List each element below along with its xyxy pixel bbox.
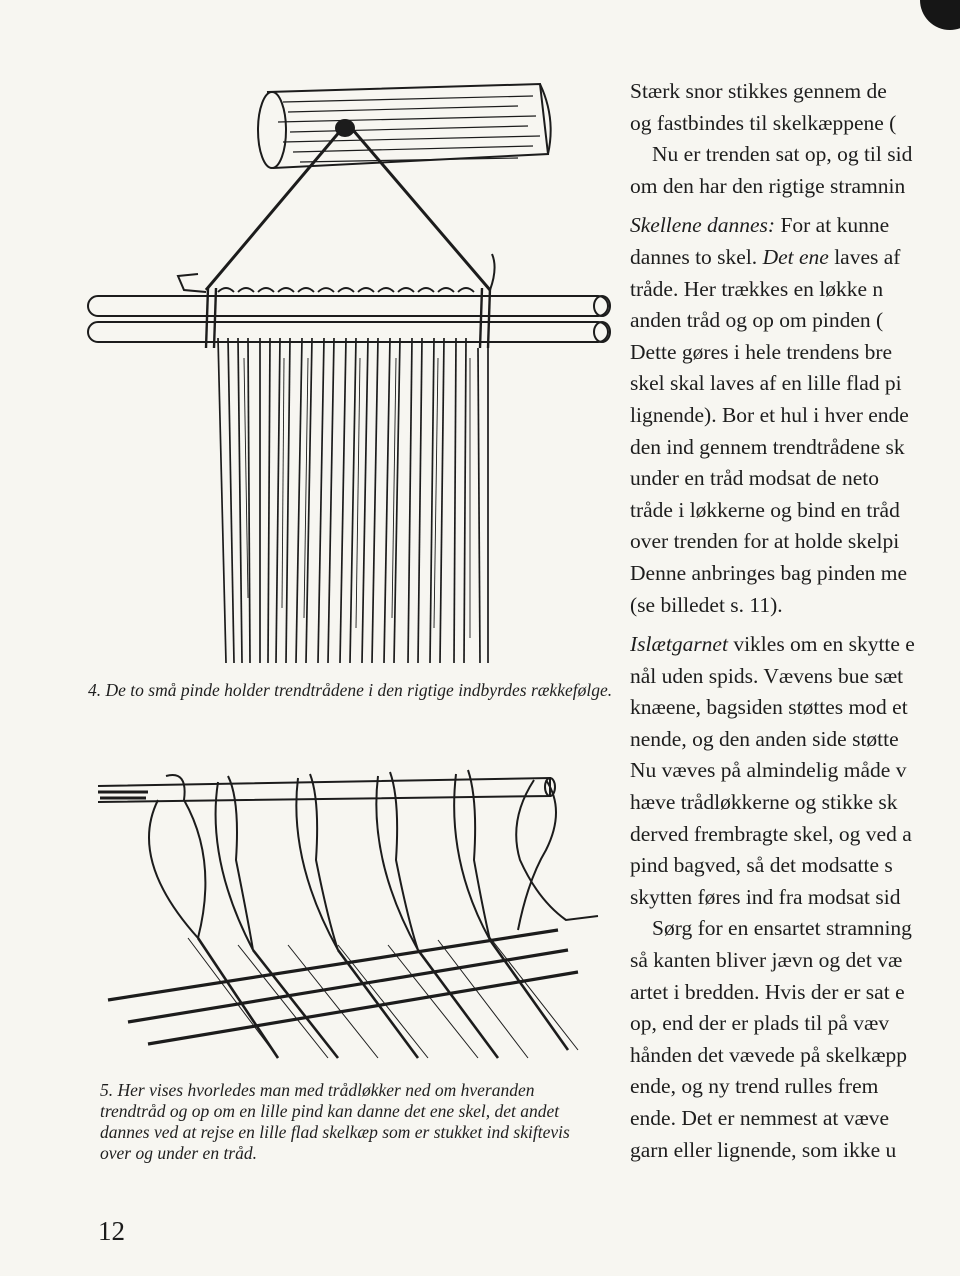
text-line [630,558,960,590]
text-line [630,432,960,464]
text-run: Denne anbringes bag pinden me [630,560,908,585]
figure-5-caption: 5. Her vises hvorledes man med trådløkker ned om hveranden trendtråd og op om en lille pind kan danne det ene skel, det andet dannes ved at rejse en lille flad skelkæp som er stukket ind skiftevis over og under en tråd. [100,1080,570,1163]
text-run: om den har den rigtige stramnin [630,173,906,198]
text-line [630,882,960,914]
text-line [630,1008,960,1040]
text-line [630,1103,960,1135]
text-run: Sørg for en ensartet stramning [652,916,912,941]
paragraph-gap [630,202,960,210]
body-text-column [630,76,960,1166]
text-line [630,1071,960,1103]
text-run: Stærk snor stikkes gennem de [630,79,887,103]
text-line [630,1135,960,1167]
text-run: ende. Det er nemmest at væve [630,1106,890,1130]
text-line [630,787,960,819]
text-line [630,108,960,140]
text-line [630,661,960,693]
page-corner-shadow [920,0,960,30]
text-run: vikles om en skytte e [727,632,915,657]
text-run: For at kunne [775,213,890,238]
text-line [630,913,960,945]
text-line [630,400,960,432]
text-line [630,945,960,977]
text-line [630,76,960,108]
text-line [630,1040,960,1072]
text-line [630,590,960,622]
text-run: pind bagved, så det modsatte s [630,853,893,878]
text-run: anden tråd og op om pinden ( [630,308,884,333]
text-line [630,139,960,171]
text-run: artet i bredden. Hvis der er sat e [630,979,905,1004]
text-line [630,629,960,661]
text-run: op, end der er plads til på væv [630,1011,890,1036]
text-line [630,819,960,851]
text-run: laves af [828,244,901,269]
text-line [630,526,960,558]
figure-5-thread-loops-illustration [88,740,618,1060]
text-run: knæene, bagsiden støttes mod et [630,695,908,720]
text-run: og fastbindes til skelkæppene ( [630,110,897,135]
text-run: (se billedet s. 11). [630,592,783,617]
italic-text: Islætgarnet [630,632,728,657]
text-line [630,210,960,242]
text-line [630,337,960,369]
text-line [630,755,960,787]
text-run: Dette gøres i hele trendens bre [630,339,893,364]
text-run: tråde. Her trækkes en løkke n [630,276,884,301]
text-run: Nu væves på almindelig måde v [630,758,907,783]
italic-text: Det ene [762,244,829,269]
text-line [630,495,960,527]
text-line [630,274,960,306]
text-line [630,368,960,400]
text-line [630,850,960,882]
text-run: garn eller lignende, som ikke u [630,1137,897,1162]
text-run: lignende). Bor et hul i hver ende [630,402,909,427]
text-run: derved frembragte skel, og ved a [630,821,912,846]
text-line [630,305,960,337]
text-run: den ind gennem trendtrådene sk [630,434,905,459]
figure-4-warp-sticks-illustration [78,78,618,668]
paragraph-gap [630,621,960,629]
text-line [630,171,960,203]
text-line [630,463,960,495]
text-run: ende, og ny trend rulles frem [630,1074,879,1099]
text-run: nål uden spids. Vævens bue sæt [630,663,904,688]
text-run: skel skal laves af en lille flad pi [630,371,902,396]
text-run: hæve trådløkkerne og stikke sk [630,790,898,815]
text-line [630,692,960,724]
text-run: nende, og den anden side støtte [630,726,899,751]
text-line [630,724,960,756]
page-number: 12 [98,1216,125,1246]
text-run: tråde i løkkerne og bind en tråd [630,497,900,522]
figure-4-caption: 4. De to små pinde holder trendtrådene i den rigtige indbyrdes rækkefølge. [88,680,613,700]
text-run: skytten føres ind fra modsat sid [630,884,901,909]
text-run: over trenden for at holde skelpi [630,529,900,554]
text-run: Nu er trenden sat op, og til sid [652,142,913,167]
text-run: hånden det vævede på skelkæpp [630,1042,908,1067]
text-run: under en tråd modsat de neto [630,466,879,491]
italic-text: Skellene dannes: [630,213,776,238]
text-line [630,242,960,274]
text-line [630,977,960,1009]
text-run: dannes to skel. [630,244,763,269]
text-run: så kanten bliver jævn og det væ [630,948,903,973]
